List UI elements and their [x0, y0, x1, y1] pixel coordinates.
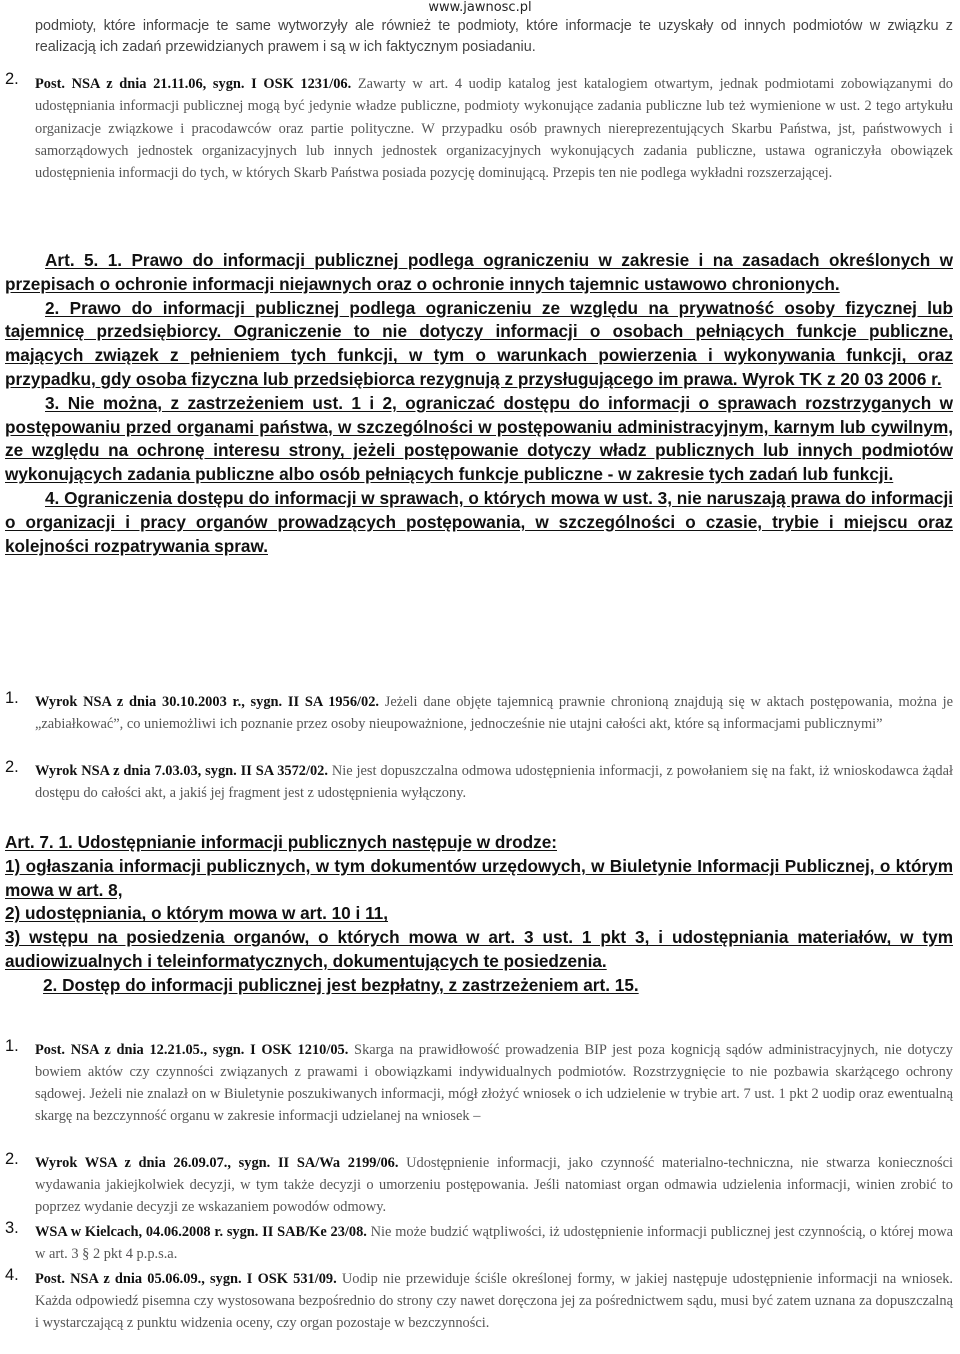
- art7-item-3: 3) wstępu na posiedzenia organów, o których mowa w art. 3 ust. 1 pkt 3, i udostępniania materiałów, w tym audiowizualnych i teleinformatycznych, dokumentujących te posiedzenia.: [5, 927, 953, 971]
- ruling-citation: Post. NSA z dnia 12.21.05., sygn. I OSK 1210/05.: [35, 1042, 349, 1058]
- ruling-number: 2.: [5, 758, 19, 776]
- art5-para-1: Art. 5. 1. Prawo do informacji publicznej podlega ograniczeniu w zakresie i na zasadach określonych w przepisach o ochronie informacji niejawnych oraz o ochronie innych tajemnic ustawowo chronionych.: [5, 250, 953, 294]
- ruling-citation: Wyrok NSA z dnia 30.10.2003 r., sygn. II SA 1956/02.: [35, 694, 380, 710]
- ruling-text: Jeżeli dane objęte tajemnicą prawnie chronioną znajdują się w aktach postępowania, można je „zabiałkować”, co uniemożliwi ich poznanie przez osoby nieupoważnione, jednocześnie nie utajni całości akt, które są informacjami publicznymi”: [35, 694, 953, 732]
- ruling-number: 1.: [5, 1037, 19, 1055]
- intro-paragraph: podmioty, które informacje te same wytworzyły ale również te podmioty, które informacje te uzyskały od innych podmiotów w związku z realizacją ich zadań przewidzianych prawem i są w ich faktycznym posiadaniu.: [35, 18, 953, 55]
- art5-para-4: 4. Ograniczenia dostępu do informacji w sprawach, o których mowa w ust. 3, nie naruszają prawa do informacji o organizacji i pracy organów prowadzących postępowania, w szczególności o czasie, trybie i miejscu oraz kolejności rozpatrywania spraw.: [5, 487, 953, 556]
- ruling-citation: Post. NSA z dnia 21.11.06, sygn. I OSK 1231/06.: [35, 76, 352, 92]
- art7-item-2: 2) udostępniania, o którym mowa w art. 10 i 11,: [5, 903, 389, 924]
- site-header: www.jawnosc.pl: [428, 0, 532, 15]
- art5-block: [5, 249, 953, 558]
- art7-item-1: 1) ogłaszania informacji publicznych, w tym dokumentów urzędowych, w Biuletynie Informacji Publicznej, o którym mowa w art. 8,: [5, 855, 953, 900]
- ruling-text: Skarga na prawidłowość prowadzenia BIP jest poza kognicją sądów administracyjnych, nie dotyczy bowiem aktów czy czynności związanych z prawami i obowiązkami indywidualnych podmiotów. Rozstrzygnięcie to nie pozbawia skarżącego ochrony sądowej. Jeżeli nie znalazł on w Biuletynie poszukiwanych informacji, mógł złożyć wniosek o ich udzielenie w trybie art. 7 ust. 1 pkt 2 uodip oraz ewentualną skargę na bezczynność organu w zakresie informacji udzielanej na wniosek –: [35, 1042, 953, 1124]
- ruling-citation: Post. NSA z dnia 05.06.09., sygn. I OSK 531/09.: [35, 1271, 337, 1287]
- art7-heading: Art. 7. 1. Udostępnianie informacji publicznych następuje w drodze:: [5, 832, 557, 852]
- ruling-text: Udostępnienie informacji, jako czynność materialno-techniczna, nie stwarza konieczności wydawania jakiejkolwiek decyzji, w tym także decyzji o umorzeniu postępowania. Jeśli natomiast organ odmawia udzielenia informacji, winien zrobić to poprzez wydanie decyzji ze wskazaniem powodów odmowy.: [35, 1155, 953, 1215]
- ruling-body: [35, 1221, 953, 1265]
- ruling-citation: WSA w Kielcach, 04.06.2008 r. sygn. II SAB/Ke 23/08.: [35, 1224, 367, 1240]
- ruling-body: [35, 1039, 953, 1127]
- ruling-number: 4.: [5, 1266, 19, 1284]
- ruling-number: 3.: [5, 1219, 19, 1237]
- ruling-body: [35, 691, 953, 735]
- ruling-text: Nie może budzić wątpliwości, iż udostępnienie informacji publicznej jest czynnością, o której mowa w art. 3 § 2 pkt 4 p.p.s.a.: [35, 1224, 954, 1262]
- ruling-citation: Wyrok NSA z dnia 7.03.03, sygn. II SA 3572/02.: [35, 763, 328, 779]
- art7-block: [5, 831, 953, 998]
- ruling-number: 1.: [5, 689, 19, 707]
- ruling-number: 2.: [5, 1150, 19, 1168]
- ruling-body: [35, 760, 953, 804]
- ruling-text: Uodip nie przewiduje ściśle określonej formy, w jakiej następuje udostępnienie informacji na wniosek. Każda odpowiedź pisemna czy wystosowana bezpośrednio do strony czy nawet doręczona jej za pośrednictwem sądu, musi być zatem uznana za dopuszczalną i wystarczającą z punktu widzenia oceny, czy organ pozostaje w bezczynności.: [35, 1271, 953, 1331]
- art7-para-2: 2. Dostęp do informacji publicznej jest bezpłatny, z zastrzeżeniem art. 15.: [43, 974, 639, 995]
- ruling-text: Zawarty w art. 4 uodip katalog jest katalogiem otwartym, jednak podmiotami zobowiązanymi do udostępniania informacji publicznej mogą być jedynie władze publiczne, podmioty wykonujące zadania publiczne lub też wymienione w ust. 2 tego artykułu organizacje związkowe i pracodawców oraz partie polityczne. W przypadku osób prawnych niereprezentujących Skarbu Państwa, jst, państwowych i samorządowych jednostek organizacyjnych lub innych jednostek organizacyjnych wykonujących zadania publiczne, ustawa ograniczyła obowiązek udostępnienia informacji do tych, w których Skarb Państwa posiada pozycję dominującą. Przepis ten nie podlega wykładni rozszerzającej.: [35, 76, 953, 182]
- ruling-text: Nie jest dopuszczalna odmowa udostępnienia informacji, z powołaniem się na fakt, iż wnioskodawca żądał dostępu do całości akt, a jakiś jej fragment jest z udostępnienia wyłączony.: [35, 763, 954, 801]
- ruling-body: [35, 1268, 953, 1334]
- ruling-body: [35, 1152, 953, 1218]
- art5-para-2: 2. Prawo do informacji publicznej podlega ograniczeniu ze względu na prywatność osoby fizycznej lub tajemnicę przedsiębiorcy. Ograniczenie to nie dotyczy informacji o osobach pełniących funkcje publiczne, mających związek z pełnieniem tych funkcji, w tym o warunkach powierzenia i wykonywania funkcji, oraz przypadku, gdy osoba fizyczna lub przedsiębiorca rezygnują z przysługującego im prawa. Wyrok TK z 20 03 2006 r.: [5, 297, 953, 389]
- art5-para-3: 3. Nie można, z zastrzeżeniem ust. 1 i 2, ograniczać dostępu do informacji o sprawach rozstrzyganych w postępowaniu przed organami państwa, w szczególności w postępowaniu administracyjnym, karnym lub cywilnym, ze względu na ochronę interesu strony, jeżeli postępowanie dotyczy władz publicznych lub innych podmiotów wykonujących zadania publiczne albo osób pełniących funkcje publiczne - w zakresie tych zadań lub funkcji.: [5, 392, 953, 485]
- ruling-number: 2.: [5, 70, 19, 88]
- ruling-body: [35, 73, 953, 184]
- ruling-citation: Wyrok WSA z dnia 26.09.07., sygn. II SA/Wa 2199/06.: [35, 1155, 399, 1171]
